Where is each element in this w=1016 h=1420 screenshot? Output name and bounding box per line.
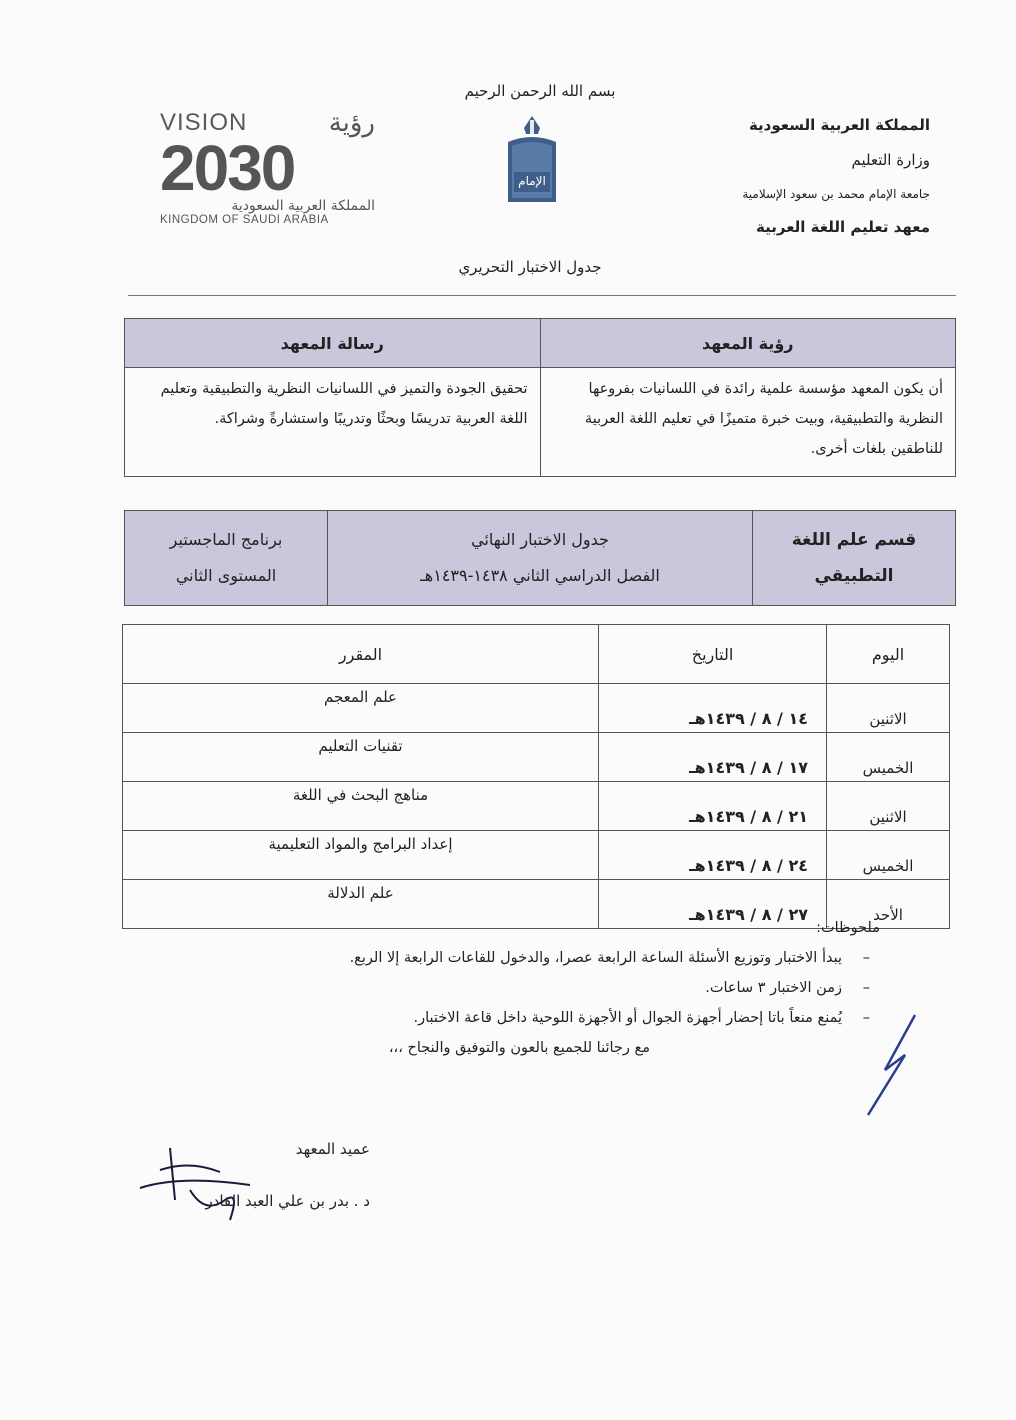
- row-date: ٢٧ / ٨ / ١٤٣٩هـ: [599, 880, 827, 929]
- mission-header: رسالة المعهد: [125, 319, 541, 368]
- row-day: الاثنين: [827, 684, 950, 733]
- table-row: [123, 684, 950, 733]
- vision-text: أن يكون المعهد مؤسسة علمية رائدة في اللسانيات بفروعها النظرية والتطبيقية، وبيت خبرة متميزًا في تعليم اللغة العربية للناطقين بلغات أخرى.: [540, 368, 956, 477]
- table-row: [123, 831, 950, 880]
- kingdom-name: المملكة العربية السعودية: [748, 116, 930, 134]
- row-day: الخميس: [827, 831, 950, 880]
- schedule-header-table: [124, 510, 956, 606]
- row-day: الخميس: [827, 733, 950, 782]
- ministry-name: وزارة التعليم: [851, 151, 930, 169]
- table-row: [123, 782, 950, 831]
- university-name: جامعة الإمام محمد بن سعود الإسلامية: [742, 187, 930, 201]
- note-item: [240, 1010, 880, 1026]
- basmala: بسم الله الرحمن الرحيم: [464, 82, 616, 100]
- vision-year: 2030: [160, 132, 295, 204]
- row-course: تقنيات التعليم: [123, 733, 599, 782]
- exam-schedule-table: [122, 624, 950, 929]
- approval-mark: [860, 1010, 920, 1120]
- note-text: يبدأ الاختبار وتوزيع الأسئلة الساعة الرابعة عصرا، والدخول للقاعات الرابعة إلا الربع.: [349, 950, 842, 966]
- vision-kingdom-en: KINGDOM OF SAUDI ARABIA: [160, 214, 329, 226]
- department-name: قسم علم اللغة التطبيقي: [753, 511, 956, 606]
- note-text: يُمنع منعاً باتا إحضار أجهزة الجوال أو الأجهزة اللوحية داخل قاعة الاختبار.: [413, 1010, 842, 1026]
- note-item: [240, 980, 880, 996]
- exam-title-cell: [328, 511, 753, 606]
- vision-header: رؤية المعهد: [540, 319, 956, 368]
- row-date: ١٤ / ٨ / ١٤٣٩هـ: [599, 684, 827, 733]
- dean-title: عميد المعهد: [295, 1140, 370, 1158]
- vision-word: VISION: [160, 109, 248, 136]
- vision-mission-table: [124, 318, 956, 477]
- row-date: ٢١ / ٨ / ١٤٣٩هـ: [599, 782, 827, 831]
- column-header-date: التاريخ: [599, 625, 827, 684]
- row-course: إعداد البرامج والمواد التعليمية: [123, 831, 599, 880]
- mission-text: تحقيق الجودة والتميز في اللسانيات النظرية والتطبيقية وتعليم اللغة العربية تدريسًا وبحثًا وتدريبًا واستشارةً وشراكة.: [125, 368, 541, 477]
- note-bullet: –: [862, 1010, 870, 1026]
- note-bullet: –: [862, 980, 870, 996]
- note-bullet: –: [862, 950, 870, 966]
- program-level: المستوى الثاني: [175, 566, 277, 585]
- vision-2030-logo: [160, 108, 375, 226]
- handwritten-signature: [130, 1130, 270, 1240]
- institution-header: [650, 118, 930, 255]
- row-day: الاثنين: [827, 782, 950, 831]
- table-row: [123, 733, 950, 782]
- university-emblem: [502, 112, 562, 206]
- semester: الفصل الدراسي الثاني ١٤٣٨-١٤٣٩هـ: [420, 566, 660, 585]
- document-title: جدول الاختبار التحريري: [458, 258, 602, 276]
- column-header-day: اليوم: [827, 625, 950, 684]
- row-date: ٢٤ / ٨ / ١٤٣٩هـ: [599, 831, 827, 880]
- row-course: علم الدلالة: [123, 880, 599, 929]
- emblem-text: الإمام: [518, 174, 546, 188]
- row-course: مناهج البحث في اللغة: [123, 782, 599, 831]
- vision-kingdom-ar: المملكة العربية السعودية: [231, 198, 375, 214]
- row-day: الأحد: [827, 880, 950, 929]
- column-header-course: المقرر: [123, 625, 599, 684]
- dean-name: د . بدر بن علي العبد القادر: [205, 1192, 370, 1210]
- exam-title: جدول الاختبار النهائي: [471, 530, 609, 549]
- vision-arabic-word: رؤية: [328, 108, 375, 138]
- row-date: ١٧ / ٨ / ١٤٣٩هـ: [599, 733, 827, 782]
- closing-wish: مع رجائنا للجميع بالعون والتوفيق والنجاح ،،،: [388, 1040, 650, 1056]
- row-course: علم المعجم: [123, 684, 599, 733]
- program-cell: [125, 511, 328, 606]
- note-text: زمن الاختبار ٣ ساعات.: [705, 980, 842, 996]
- header-divider: [128, 295, 956, 296]
- note-item: [240, 950, 880, 966]
- institute-name: معهد تعليم اللغة العربية: [756, 218, 930, 236]
- program-name: برنامج الماجستير: [169, 530, 283, 549]
- notes-heading: ملحوظات:: [816, 920, 880, 936]
- notes-section: [240, 920, 880, 1056]
- table-header-row: [123, 625, 950, 684]
